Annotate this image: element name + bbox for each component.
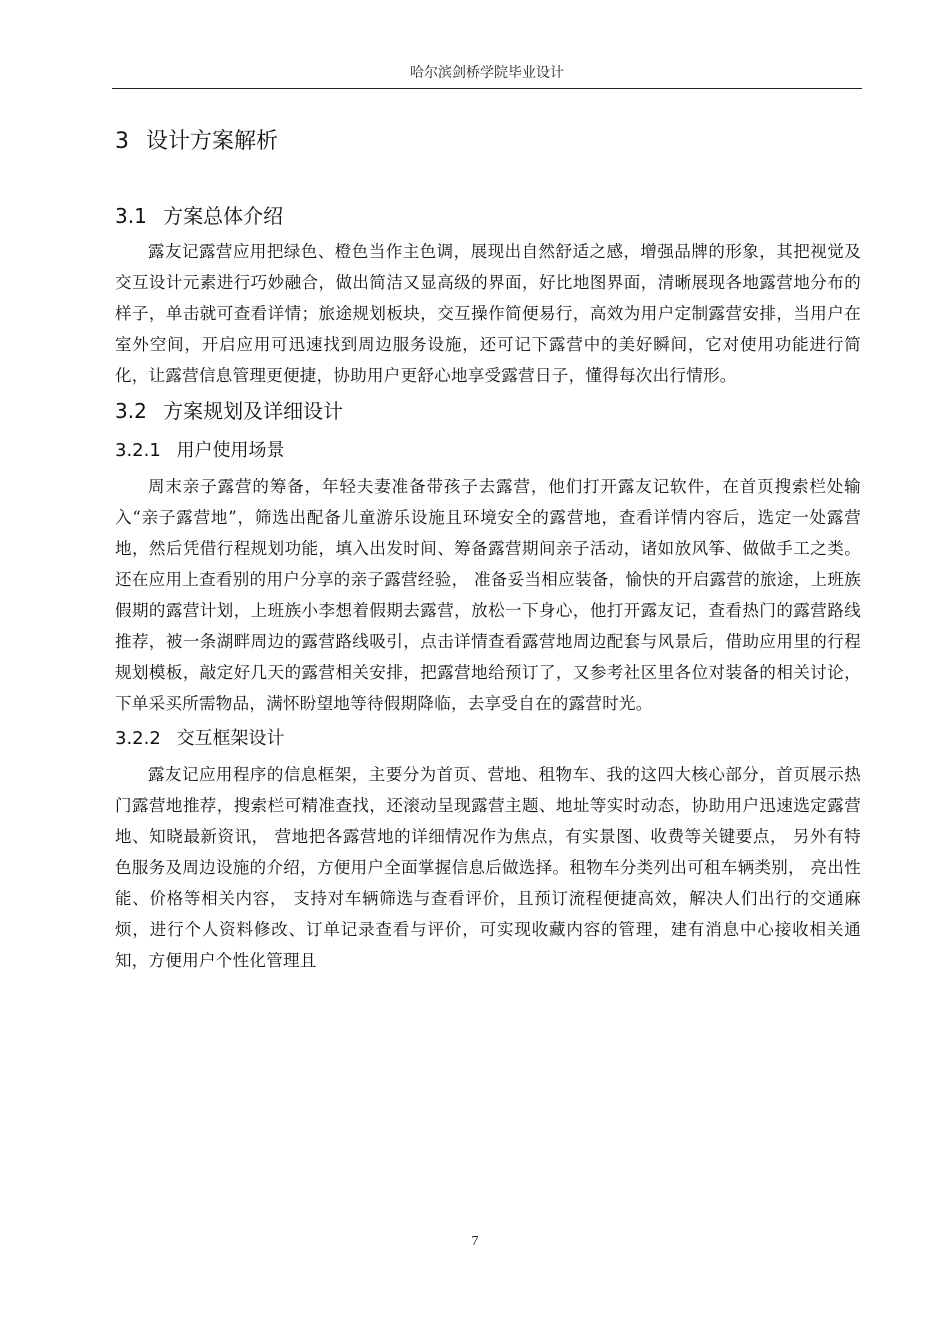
chapter-title: 设计方案解析	[146, 129, 279, 154]
subsection-heading-3-2-1	[115, 431, 861, 471]
section-heading-3-2	[115, 391, 861, 431]
subsection-number: 3.2.2	[115, 728, 161, 749]
section-title: 方案规划及详细设计	[163, 399, 344, 423]
subsection-paragraph-3-2-1: 周末亲子露营的筹备，年轻夫妻准备带孩子去露营，他们打开露友记软件，在首页搜索栏处输入“亲子露营地”，筛选出配备儿童游乐设施且环境安全的露营地，查看详情内容后，选定一处露营地，然后凭借行程规划功能，填入出发时间、筹备露营期间亲子活动，诸如放风筝、做做手工之类。还在应用上查看别的用户分享的亲子露营经验， 准备妥当相应装备，愉快的开启露营的旅途，上班族假期的露营计划，上班族小李想着假期去露营，放松一下身心，他打开露友记，查看热门的露营路线推荐，被一条湖畔周边的露营路线吸引，点击详情查看露营地周边配套与风景后，借助应用里的行程规划模板，敲定好几天的露营相关安排，把露营地给预订了，又参考社区里各位对装备的相关讨论，下单采买所需物品，满怀盼望地等待假期降临，去享受自在的露营时光。	[115, 477, 861, 713]
chapter-heading	[115, 118, 861, 166]
header-title: 哈尔滨剑桥学院毕业设计	[410, 65, 564, 81]
section-title: 方案总体介绍	[163, 204, 284, 228]
section-paragraph-3-1: 露友记露营应用把绿色、橙色当作主色调，展现出自然舒适之感，增强品牌的形象，其把视觉及交互设计元素进行巧妙融合，做出简洁又显高级的界面，好比地图界面，清晰展现各地露营地分布的样子，单击就可查看详情；旅途规划板块，交互操作简便易行，高效为用户定制露营安排，当用户在室外空间，开启应用可迅速找到周边服务设施，还可记下露营中的美好瞬间，它对使用功能进行简化，让露营信息管理更便捷，协助用户更舒心地享受露营日子，懂得每次出行情形。	[115, 242, 861, 385]
page-header	[112, 62, 862, 89]
page-number: 7	[471, 1234, 479, 1249]
section-number: 3.1	[115, 204, 147, 228]
page-body	[115, 118, 861, 976]
subsection-heading-3-2-2	[115, 719, 861, 759]
chapter-number: 3	[115, 129, 129, 154]
section-heading-3-1	[115, 196, 861, 236]
subsection-title: 交互框架设计	[176, 728, 285, 749]
subsection-number: 3.2.1	[115, 440, 161, 461]
subsection-paragraph-3-2-2: 露友记应用程序的信息框架，主要分为首页、营地、租物车、我的这四大核心部分，首页展示热门露营地推荐，搜索栏可精准查找，还滚动呈现露营主题、地址等实时动态，协助用户迅速选定露营地、知晓最新资讯， 营地把各露营地的详细情况作为焦点，有实景图、收费等关键要点， 另外有特色服务及周边设施的介绍，方便用户全面掌握信息后做选择。租物车分类列出可租车辆类别， 亮出性能、价格等相关内容， 支持对车辆筛选与查看评价，且预订流程便捷高效，解决人们出行的交通麻烦，进行个人资料修改、订单记录查看与评价，可实现收藏内容的管理，建有消息中心接收相关通知，方便用户个性化管理且	[115, 765, 861, 970]
section-number: 3.2	[115, 399, 147, 423]
subsection-title: 用户使用场景	[176, 440, 285, 461]
